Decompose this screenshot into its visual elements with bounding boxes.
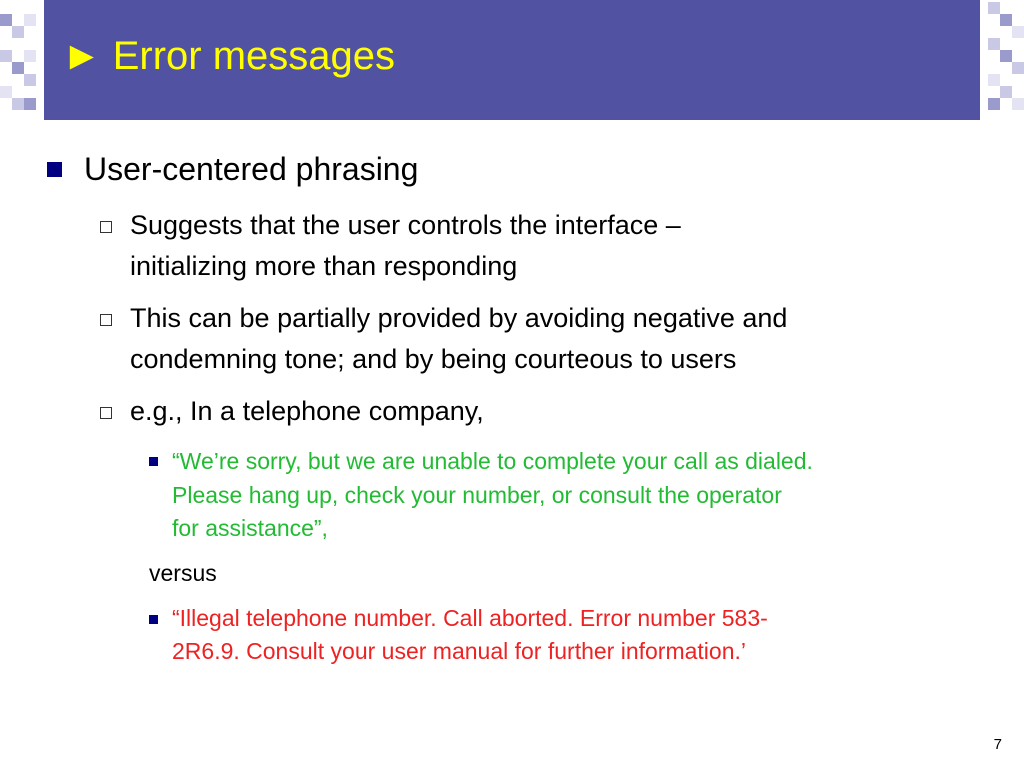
level2-item-1-line-1: Suggests that the user controls the interface –: [130, 210, 681, 240]
good-example-line-1: “We’re sorry, but we are unable to complete your call as dialed.: [172, 448, 813, 474]
good-example-line-2: Please hang up, check your number, or consult the operator: [172, 482, 782, 508]
level1-bullet-icon: [47, 162, 62, 177]
level2-item-1-line-2: initializing more than responding: [130, 251, 518, 281]
level2-bullet-icon: [100, 407, 112, 419]
versus-connector: versus: [149, 560, 217, 586]
good-example-line-3: for assistance”,: [172, 515, 328, 541]
page-number: 7: [993, 736, 1002, 753]
level2-item-2-line-1: This can be partially provided by avoiding negative and: [130, 303, 788, 333]
level2-bullet-icon: [100, 221, 112, 233]
level3-bullet-icon: [149, 615, 158, 624]
level2-item-2-line-2: condemning tone; and by being courteous to users: [130, 344, 737, 374]
slide-title: ► Error messages: [62, 34, 396, 78]
level2-item-3-line-1: e.g., In a telephone company,: [130, 396, 484, 426]
level2-bullet-icon: [100, 314, 112, 326]
bad-example-line-2: 2R6.9. Consult your user manual for further information.’: [172, 638, 746, 664]
level1-item-text: User-centered phrasing: [84, 151, 419, 187]
level3-bullet-icon: [149, 457, 158, 466]
bad-example-line-1: “Illegal telephone number. Call aborted. Error number 583-: [172, 605, 768, 631]
